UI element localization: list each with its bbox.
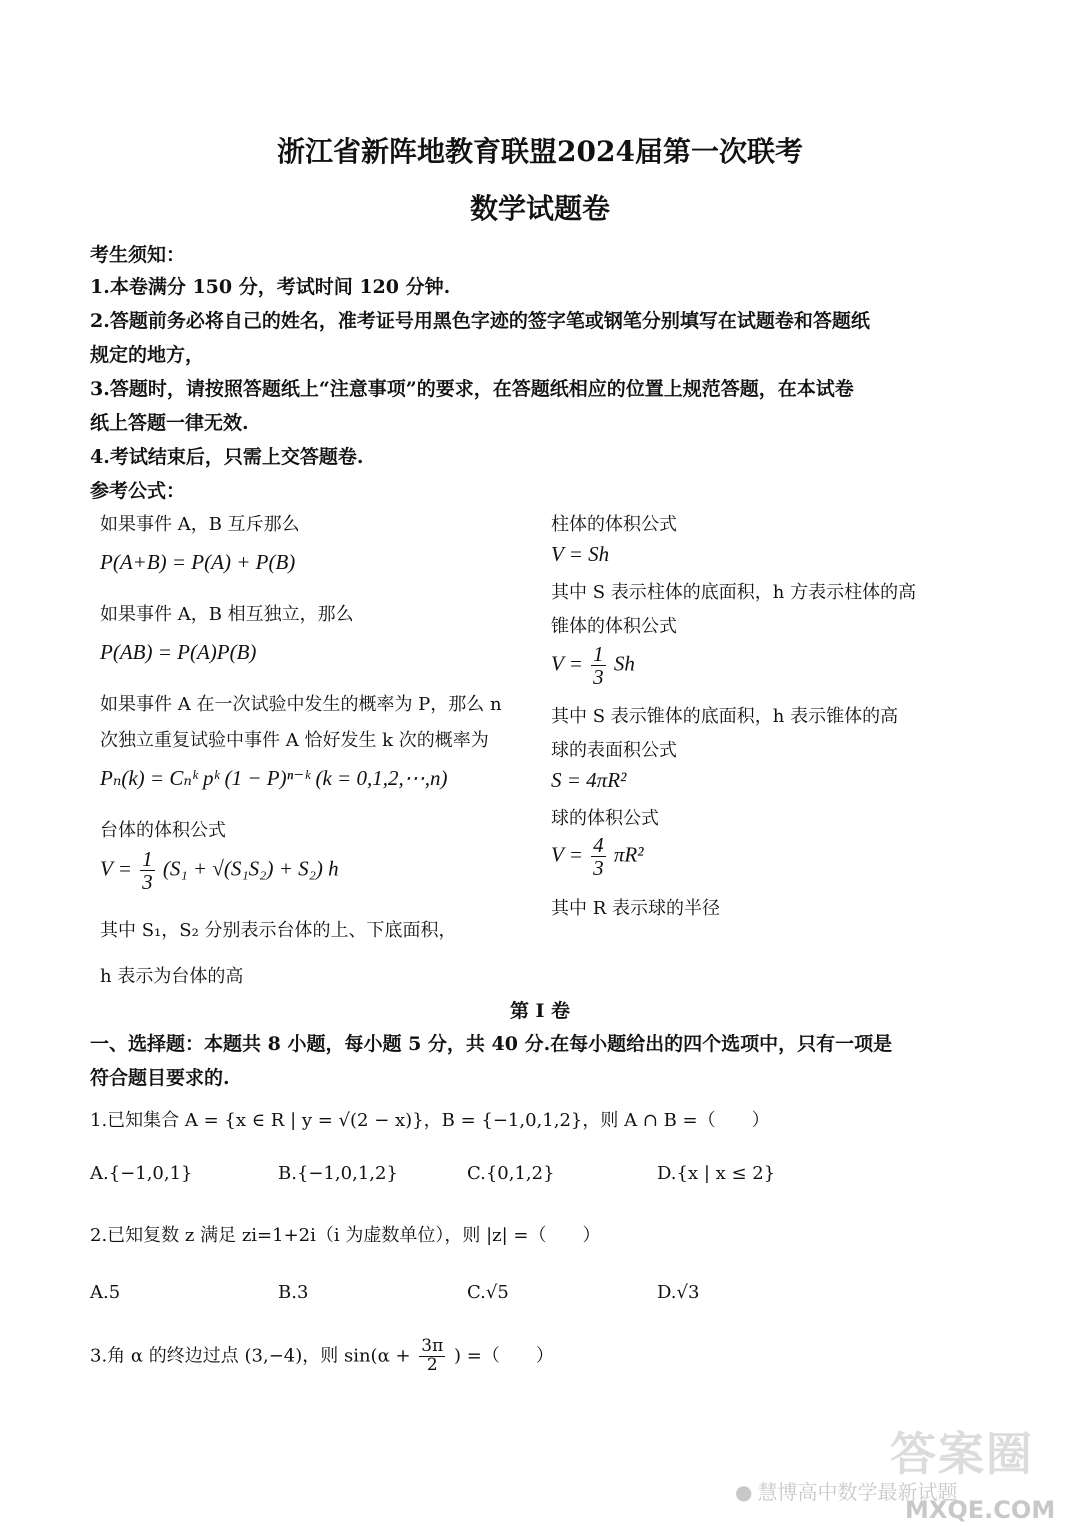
formula-cone-lhs: V = <box>551 651 583 676</box>
exam-subtitle: 数学试题卷 <box>469 192 610 225</box>
formula-binomial-text-2: 次独立重复试验中事件 A 恰好发生 k 次的概率为 <box>100 730 489 751</box>
notice-item-3-line-1: 3.答题时，请按照答题纸上“注意事项”的要求，在答题纸相应的位置上规范答题，在本试卷 <box>90 378 854 400</box>
notice-item-1: 1.本卷满分 150 分，考试时间 120 分钟. <box>90 276 451 298</box>
formula-frustum-rhs: (S₁ + √(S₁S₂) + S₂) h <box>162 856 339 881</box>
section-heading-line-1: 一、选择题：本题共 8 小题，每小题 5 分，共 40 分.在每小题给出的四个选项中，只有一项是 <box>90 1033 893 1055</box>
formula-cone-note: 其中 S 表示锥体的底面积，h 表示锥体的高 <box>551 706 899 727</box>
exam-title: 浙江省新阵地教育联盟2024届第一次联考 <box>277 135 803 168</box>
formula-frustum-lhs: V = <box>100 856 132 881</box>
formula-frustum-text: 台体的体积公式 <box>100 820 226 841</box>
question-3-stem <box>90 1338 554 1375</box>
notice-item-2-line-1: 2.答题前务必将自己的姓名，准考证号用黑色字迹的签字笔或钢笔分别填写在试题卷和答题纸 <box>90 310 870 332</box>
formula-frustum <box>100 848 339 893</box>
formula-binomial-text-1: 如果事件 A 在一次试验中发生的概率为 P，那么 n <box>100 694 502 715</box>
question-3-stem-suffix: ) =（ ） <box>454 1345 554 1367</box>
formula-independent-text: 如果事件 A，B 相互独立，那么 <box>100 604 354 625</box>
fraction-denominator: 3 <box>593 665 604 690</box>
section-heading-line-2: 符合题目要求的. <box>90 1067 230 1089</box>
fraction-numerator: 3π <box>421 1336 444 1356</box>
formula-mutually-exclusive: P(A+B) = P(A) + P(B) <box>100 550 296 574</box>
question-2-option-b: B.3 <box>278 1282 309 1303</box>
formula-cone <box>551 643 635 688</box>
question-1-stem: 1.已知集合 A = {x ∈ R | y = √(2 − x)}，B = {−1,0,1,2}，则 A ∩ B =（ ） <box>90 1110 770 1131</box>
question-2-option-a: A.5 <box>90 1282 121 1303</box>
formula-sphere-volume-rhs: πR² <box>613 842 644 867</box>
fraction-denominator: 2 <box>426 1354 438 1375</box>
fraction-denominator: 3 <box>593 856 604 881</box>
fraction-numerator: 4 <box>593 833 604 857</box>
formula-sphere-area-text: 球的表面积公式 <box>551 740 677 761</box>
formula-sphere-volume <box>551 834 644 879</box>
watermark-brand: 答案圈 <box>890 1427 1034 1481</box>
question-1-option-b: B.{−1,0,1,2} <box>278 1163 398 1184</box>
question-2-option-d: D.√3 <box>657 1282 700 1303</box>
fraction-denominator: 3 <box>142 870 153 895</box>
fraction-numerator: 1 <box>142 847 153 871</box>
watermark-account-name: 慧博高中数学最新试题 <box>757 1480 958 1504</box>
notice-item-3-line-2: 纸上答题一律无效. <box>90 412 249 434</box>
formula-independent: P(AB) = P(A)P(B) <box>100 640 257 664</box>
question-3-stem-prefix: 3.角 α 的终边过点 (3,−4)，则 sin(α + <box>90 1345 411 1367</box>
formulas-heading: 参考公式： <box>90 480 186 502</box>
formula-prism-text: 柱体的体积公式 <box>551 514 677 535</box>
wechat-icon: ● <box>735 1480 753 1504</box>
notice-heading: 考生须知： <box>90 244 186 266</box>
formula-cone-text: 锥体的体积公式 <box>551 616 677 637</box>
question-3-fraction <box>419 1338 445 1375</box>
question-2-option-c: C.√5 <box>467 1282 509 1303</box>
question-1-option-a: A.{−1,0,1} <box>90 1163 193 1184</box>
formula-binomial: Pₙ(k) = Cₙᵏ pᵏ (1 − P)ⁿ⁻ᵏ (k = 0,1,2,⋯,n) <box>100 766 448 790</box>
question-1-option-c: C.{0,1,2} <box>467 1163 555 1184</box>
formula-sphere-volume-fraction <box>591 834 606 879</box>
formula-sphere-note: 其中 R 表示球的半径 <box>551 898 720 919</box>
formula-sphere-area: S = 4πR² <box>551 768 627 792</box>
formula-frustum-fraction <box>140 848 155 893</box>
volume-heading: 第 I 卷 <box>509 1000 571 1022</box>
formula-cone-fraction <box>591 643 606 688</box>
question-2-stem: 2.已知复数 z 满足 zi=1+2i（i 为虚数单位），则 |z| =（ ） <box>90 1225 601 1246</box>
formula-frustum-note-1: 其中 S₁，S₂ 分别表示台体的上、下底面积， <box>100 920 457 941</box>
watermark-site: MXQE.COM <box>905 1496 1056 1524</box>
formula-mutually-exclusive-text: 如果事件 A，B 互斥那么 <box>100 514 300 535</box>
notice-item-2-line-2: 规定的地方， <box>90 344 205 366</box>
formula-prism: V = Sh <box>551 542 610 566</box>
formula-cone-rhs: Sh <box>613 651 635 676</box>
fraction-numerator: 1 <box>593 642 604 666</box>
formula-frustum-note-2: h 表示为台体的高 <box>100 966 244 987</box>
formula-sphere-volume-text: 球的体积公式 <box>551 808 659 829</box>
notice-item-4: 4.考试结束后，只需上交答题卷. <box>90 446 364 468</box>
formula-sphere-volume-lhs: V = <box>551 842 583 867</box>
formula-prism-note: 其中 S 表示柱体的底面积，h 方表示柱体的高 <box>551 582 917 603</box>
question-1-option-d: D.{x | x ≤ 2} <box>657 1163 776 1184</box>
